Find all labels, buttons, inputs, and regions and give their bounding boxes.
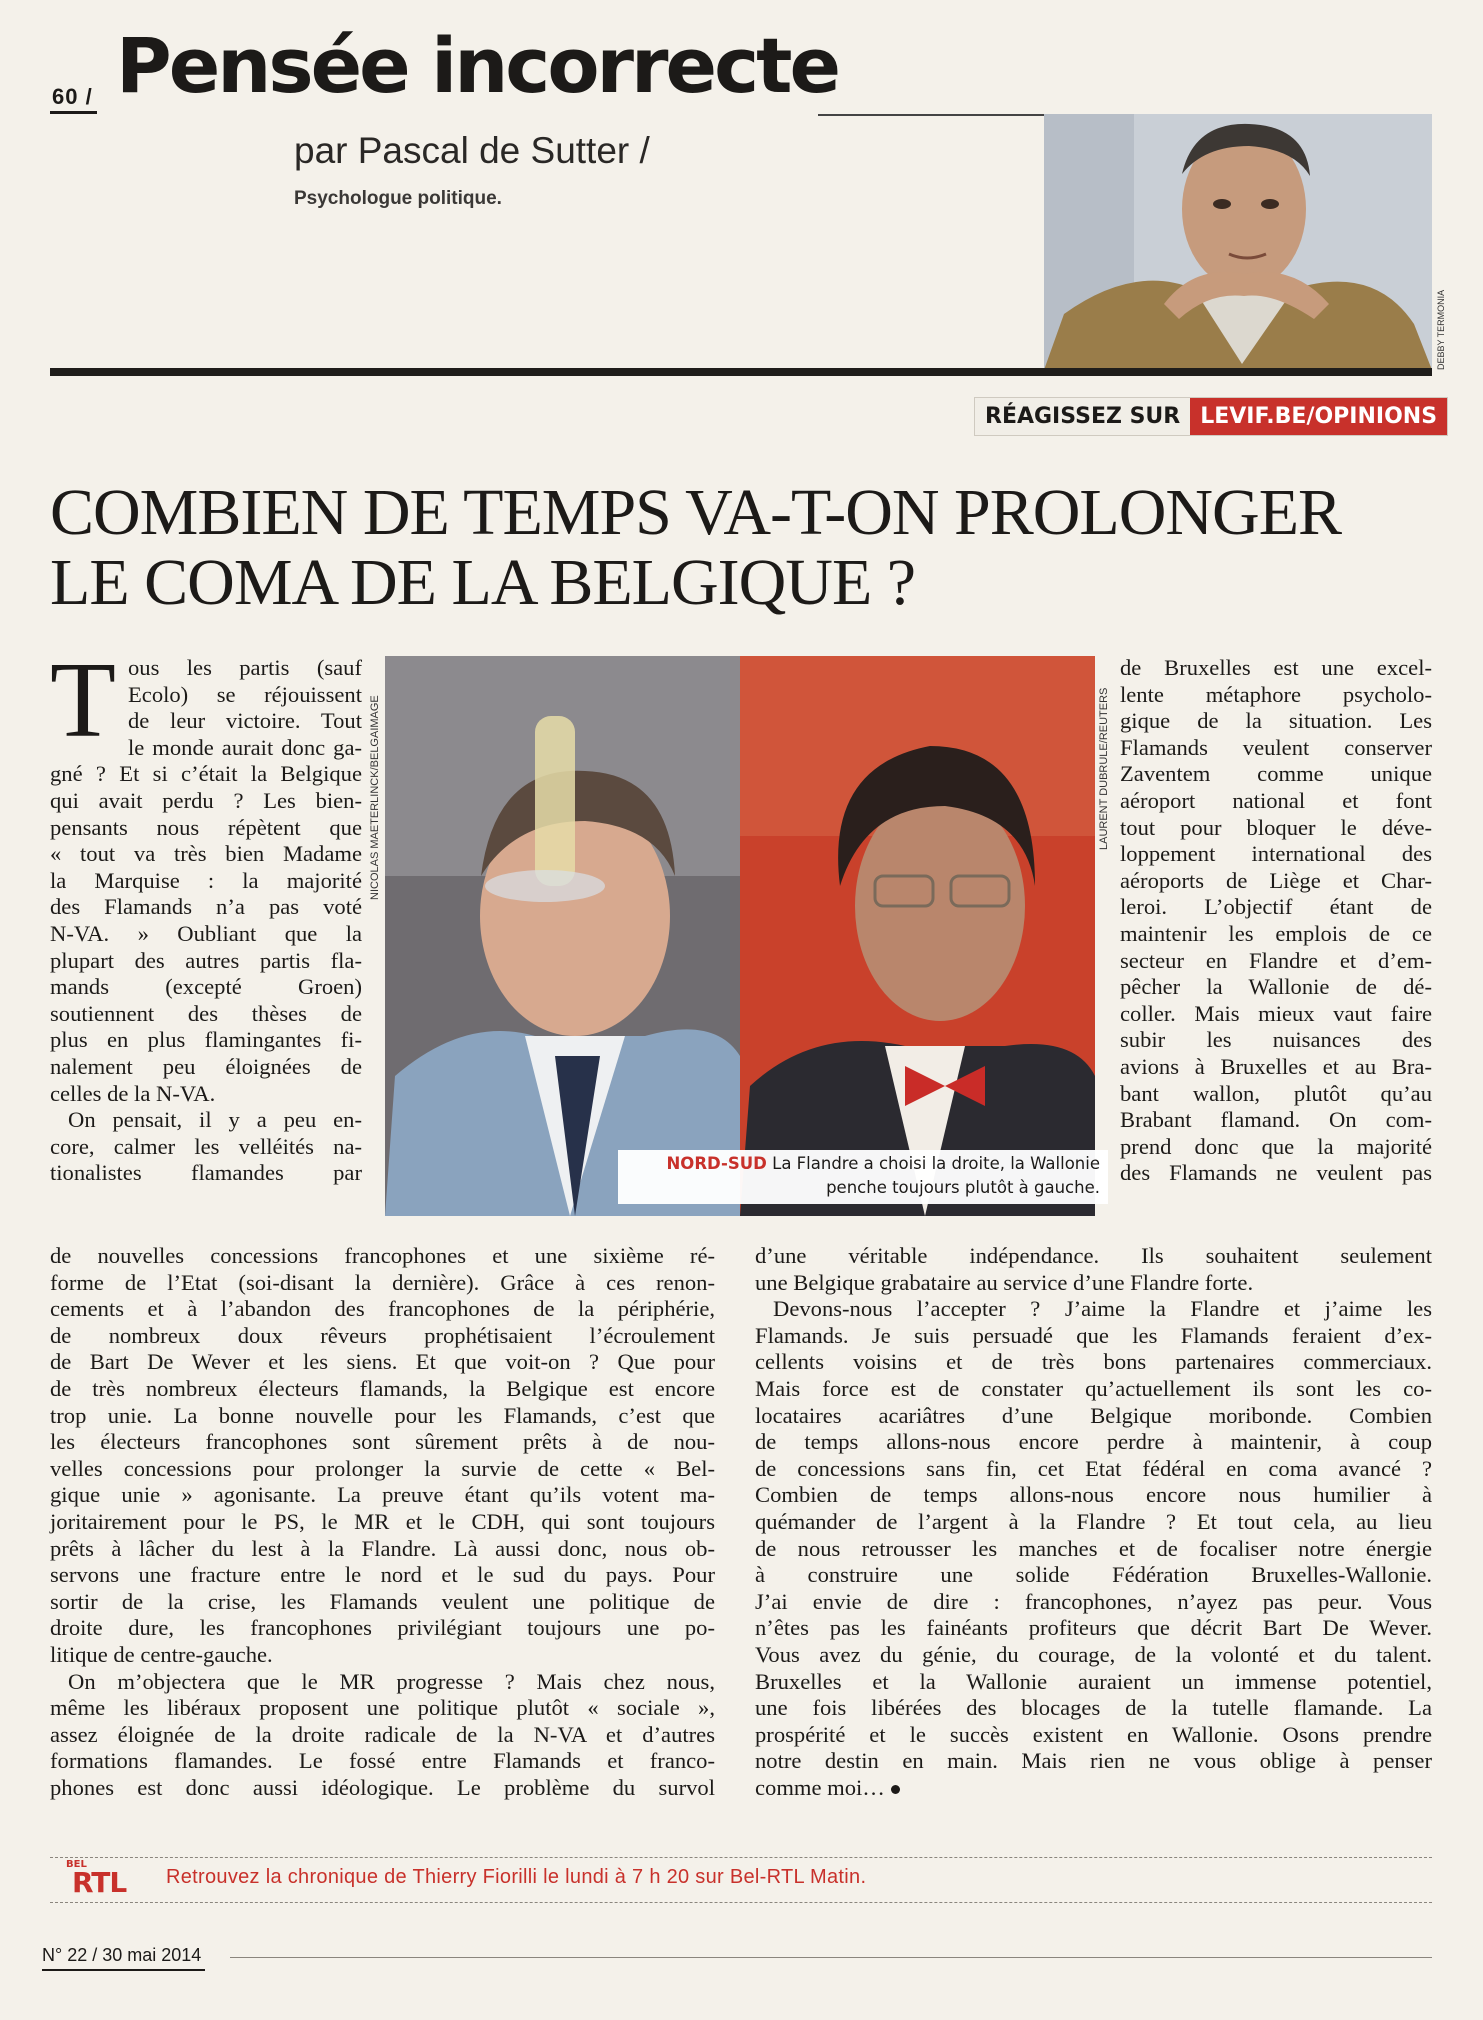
text-line: soutiennent des thèses de [50, 1000, 362, 1026]
text-line: nalement peu éloignées de [50, 1053, 362, 1079]
text-line: même les libéraux proposent une politique plutôt « sociale », [50, 1695, 715, 1721]
text-line: coller. Mais mieux vaut faire [1120, 1000, 1432, 1026]
text-line: la Marquise : la majorité [50, 867, 362, 893]
text-line: quémander de l’argent à la Flandre ? Et tout cela, au lieu [755, 1508, 1432, 1534]
text-line: gné ? Et si c’était la Belgique [50, 761, 362, 787]
headline [50, 478, 1450, 618]
caption-tag: NORD-SUD [666, 1154, 767, 1173]
caption-line-1: La Flandre a choisi la droite, la Wallonie [772, 1154, 1100, 1173]
text-line: gique de la situation. Les [1120, 708, 1432, 734]
issue-number: N° 22 / 30 mai 2014 [42, 1945, 205, 1971]
rubric-title: Pensée incorrecte [116, 21, 838, 110]
text-line: droite dure, les francophones privilégiant toujours une po- [50, 1615, 715, 1641]
text-line: notre destin en main. Mais rien ne vous oblige à penser [755, 1748, 1432, 1774]
text-line: velles concessions pour prolonger la survie de cette « Bel- [50, 1455, 715, 1481]
text-line: une Belgique grabataire au service d’une Flandre forte. [755, 1269, 1254, 1295]
text-line: pêcher la Wallonie de dé- [1120, 974, 1432, 1000]
text-line: à construire une solide Fédération Bruxelles-Wallonie. [755, 1562, 1432, 1588]
author-portrait [1044, 114, 1432, 370]
bel-rtl-logo [66, 1859, 148, 1899]
text-line: J’ai envie de dire : francophones, n’ayez pas peur. Vous [755, 1588, 1432, 1614]
text-line: trop unie. La bonne nouvelle pour les Flamands, c’est que [50, 1402, 715, 1428]
portrait-credit: DEBBY TERMONIA [1436, 289, 1446, 370]
text-line: de très nombreux électeurs flamands, la Belgique est encore [50, 1375, 715, 1401]
text-line: prêts à lâcher du lest à la Flandre. Là aussi donc, nous ob- [50, 1535, 715, 1561]
text-line: des Flamands n’a pas voté [50, 894, 362, 920]
headline-line-2: LE COMA DE LA BELGIQUE ? [50, 546, 916, 619]
text-line: de Bruxelles est une excel- [1120, 655, 1432, 680]
text-line: Ecolo) se réjouissent [127, 681, 362, 707]
text-line: prospérité et le succès existent en Wallonie. Osons prendre [755, 1721, 1432, 1747]
rtl-promo-text: Retrouvez la chronique de Thierry Fiorilli le lundi à 7 h 20 sur Bel-RTL Matin. [166, 1866, 867, 1888]
photo-credit-left: NICOLAS MAETERLINCK/BELGAIMAGE [369, 695, 381, 900]
text-line: plus en plus flamingantes fi- [50, 1027, 362, 1053]
text-line: pensants nous répètent que [50, 814, 362, 840]
text-line: Flamands veulent conserver [1120, 734, 1432, 760]
text-line: assez éloignée de la droite radicale de la N-VA et d’autres [50, 1721, 715, 1747]
text-line: des Flamands ne veulent pas [1120, 1160, 1432, 1186]
text-line: tionalistes flamandes par [50, 1160, 362, 1186]
rtl-logo-text: RTL [72, 1866, 127, 1899]
end-bullet [891, 1785, 900, 1794]
text-line: aéroports de Liège et Char- [1120, 867, 1432, 893]
article-photo [385, 656, 1095, 1216]
text-line: de Bart De Wever et les siens. Et que voit-on ? Que pour [50, 1349, 715, 1375]
text-line: sortir de la crise, les Flamands veulent une politique de [50, 1588, 715, 1614]
text-line: mands (excepté Groen) [50, 974, 362, 1000]
text-line: On m’objectera que le MR progresse ? Mais chez nous, [68, 1668, 715, 1694]
text-line: locataires acariâtres d’une Belgique moribonde. Combien [755, 1402, 1432, 1428]
text-line: servons une fracture entre le nord et le sud du pays. Pour [50, 1562, 715, 1588]
text-line: loppement international des [1120, 841, 1432, 867]
text-line: aéroport national et font [1120, 787, 1432, 813]
body-column-left-bottom [50, 1243, 715, 1801]
react-banner [975, 398, 1447, 435]
text-line: phones est donc aussi idéologique. Le problème du survol [50, 1774, 715, 1800]
body-column-right-bottom [755, 1243, 1432, 1801]
text-line: Flamands. Je suis persuadé que les Flamands feraient d’ex- [755, 1322, 1432, 1348]
text-line: litique de centre-gauche. [50, 1641, 273, 1667]
react-label: RÉAGISSEZ SUR [975, 398, 1190, 435]
text-line: On pensait, il y a peu en- [68, 1107, 362, 1133]
text-line: d’une véritable indépendance. Ils souhaitent seulement [755, 1243, 1432, 1268]
text-line: formations flamandes. Le fossé entre Flamands et franco- [50, 1748, 715, 1774]
text-line: de nouvelles concessions francophones et une sixième ré- [50, 1243, 715, 1268]
text-line: de leur victoire. Tout [127, 708, 362, 734]
text-line: cellents voisins et de très bons partenaires commerciaux. [755, 1349, 1432, 1375]
byline: par Pascal de Sutter / [294, 130, 650, 171]
page-number: 60 / [50, 84, 97, 114]
text-line: « tout va très bien Madame [50, 841, 362, 867]
opinions-link[interactable]: LEVIF.BE/OPINIONS [1190, 398, 1447, 435]
text-line: celles de la N-VA. [50, 1080, 216, 1106]
text-line: plupart des autres partis fla- [50, 947, 362, 973]
text-line: Brabant flamand. On com- [1120, 1107, 1432, 1133]
photo-caption [618, 1150, 1108, 1204]
text-line: le monde aurait donc ga- [127, 734, 362, 760]
photo-credit-right: LAURENT DUBRULE/REUTERS [1098, 687, 1110, 850]
header-thick-rule [50, 368, 1432, 376]
text-line: cements et à l’abandon des francophones de la périphérie, [50, 1296, 715, 1322]
text-line: n’êtes pas les fainéants profiteurs que décrit Bart De Wever. [755, 1615, 1432, 1641]
caption-line-2: penche toujours plutôt à gauche. [826, 1178, 1100, 1197]
headline-line-1: COMBIEN DE TEMPS VA-T-ON PROLONGER [50, 476, 1342, 549]
text-line: forme de l’Etat (soi-disant la dernière). Grâce à ces renon- [50, 1269, 715, 1295]
text-line: lente métaphore psycholo- [1120, 681, 1432, 707]
text-line: N-VA. » Oubliant que la [50, 920, 362, 946]
text-line: de concessions sans fin, cet Etat fédéral en coma avancé ? [755, 1455, 1432, 1481]
text-line: Mais force est de constater qu’actuellement ils sont les co- [755, 1375, 1432, 1401]
text-line: maintenir les emplois de ce [1120, 920, 1432, 946]
text-line: de temps allons-nous encore perdre à maintenir, à coup [755, 1429, 1432, 1455]
text-line: core, calmer les velléités na- [50, 1133, 362, 1159]
text-line: comme moi… [755, 1775, 1432, 1802]
text-line: tout pour bloquer le déve- [1120, 814, 1432, 840]
text-line: Devons-nous l’accepter ? J’aime la Flandre et j’aime les [773, 1296, 1432, 1322]
text-line: les électeurs francophones sont sûrement prêts à de nou- [50, 1429, 715, 1455]
body-column-left-top [50, 641, 362, 1187]
text-line: subir les nuisances des [1120, 1027, 1432, 1053]
text-line: avions à Bruxelles et au Bra- [1120, 1053, 1432, 1079]
author-role: Psychologue politique. [294, 188, 502, 209]
text-line: secteur en Flandre et d’em- [1120, 947, 1432, 973]
rtl-logo-small: BEL [66, 1859, 87, 1870]
text-line: Combien de temps allons-nous encore nous humilier à [755, 1482, 1432, 1508]
dropcap: T [50, 641, 116, 760]
text-line: Bruxelles et la Wallonie auraient un immense potentiel, [755, 1668, 1432, 1694]
footer-rule [230, 1957, 1432, 1958]
text-line: bant wallon, plutôt qu’au [1120, 1080, 1432, 1106]
text-line: ous les partis (sauf [127, 655, 362, 680]
text-line: de nombreux doux rêveurs prophétisaient l’écroulement [50, 1322, 715, 1348]
text-line: prend donc que la majorité [1120, 1133, 1432, 1159]
text-line: gique unie » agonisante. La preuve étant qu’ils votent ma- [50, 1482, 715, 1508]
text-line: joritairement pour le PS, le MR et le CDH, qui sont toujours [50, 1508, 715, 1534]
text-line: une fois libérées des blocages de la tutelle flamande. La [755, 1695, 1432, 1721]
text-line: Vous avez du génie, du courage, de la volonté et du talent. [755, 1641, 1432, 1667]
body-column-right-top [1120, 655, 1432, 1187]
text-line: qui avait perdu ? Les bien- [50, 787, 362, 813]
text-line: Zaventem comme unique [1120, 761, 1432, 787]
text-line: leroi. L’objectif étant de [1120, 894, 1432, 920]
text-line: de nous retrousser les manches et de focaliser notre énergie [755, 1535, 1432, 1561]
